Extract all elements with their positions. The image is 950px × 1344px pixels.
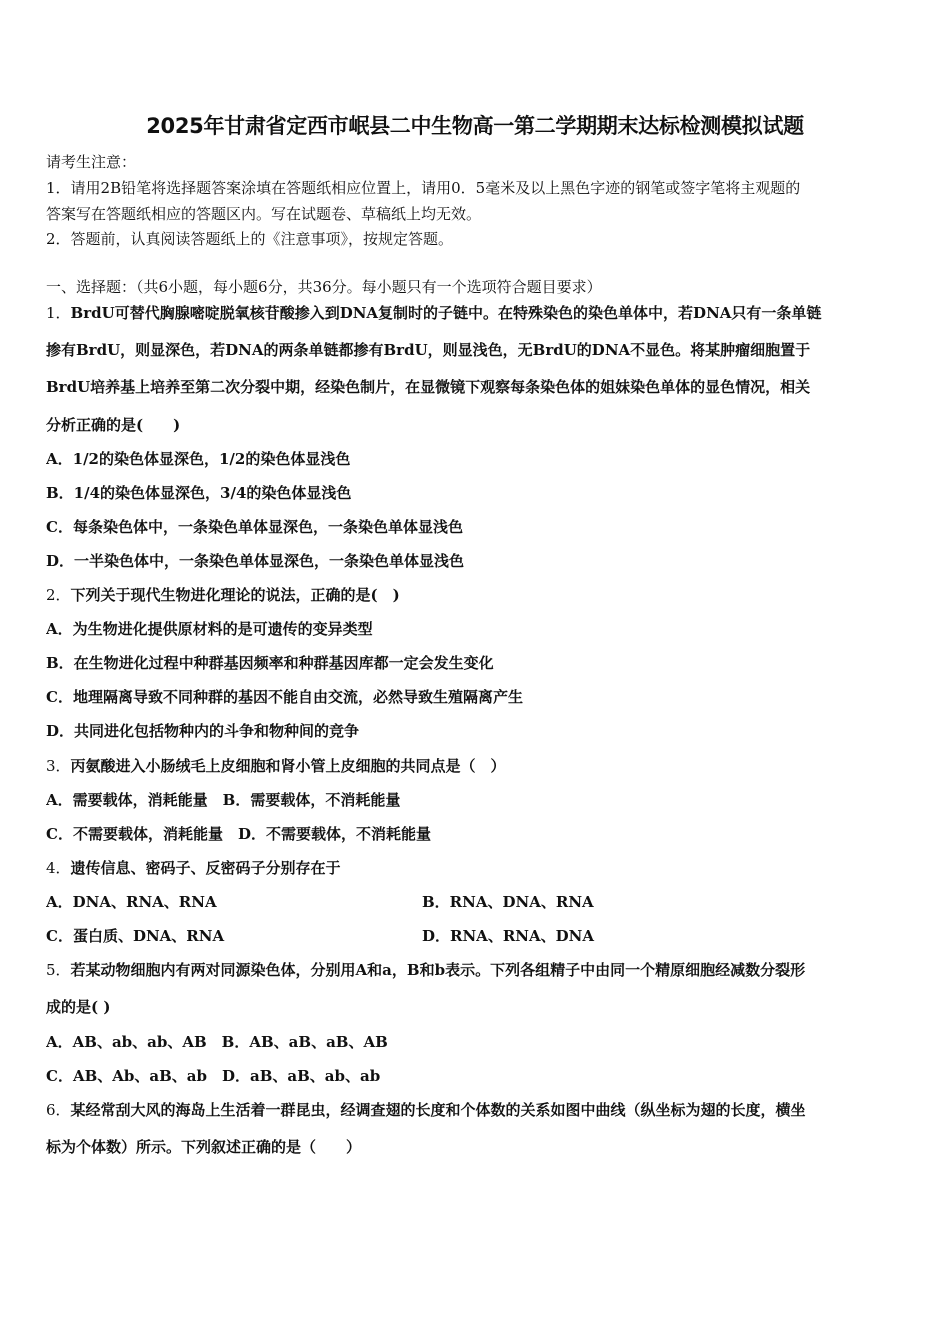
question-5-options-ab: A．AB、ab、ab、AB B．AB、aB、aB、AB bbox=[46, 1033, 388, 1051]
question-6-line-2: 标为个体数）所示。下列叙述正确的是（ ） bbox=[46, 1138, 362, 1156]
section-heading: 一、选择题：（共6小题，每小题6分，共36分。每小题只有一个选项符合题目要求） bbox=[46, 278, 602, 296]
question-4-options-cd bbox=[46, 925, 908, 946]
question-4-stem: 4．遗传信息、密码子、反密码子分别存在于 bbox=[46, 859, 341, 877]
question-2-option-c: C．地理隔离导致不同种群的基因不能自由交流，必然导致生殖隔离产生 bbox=[46, 688, 523, 706]
question-4-options-ab bbox=[46, 891, 908, 912]
question-4-number: 4． bbox=[46, 859, 71, 877]
notice-item-1-line-1: 1．请用2B铅笔将选择题答案涂填在答题纸相应位置上，请用0．5毫米及以上黑色字迹的钢笔或签字笔将主观题的 bbox=[46, 179, 801, 197]
question-1-line-4: 分析正确的是( ) bbox=[46, 416, 181, 434]
question-1-line-2: 掺有BrdU，则显深色，若DNA的两条单链都掺有BrdU，则显浅色，无BrdU的DNA不显色。将某肿瘤细胞置于 bbox=[46, 341, 811, 359]
question-2-number: 2． bbox=[46, 586, 71, 604]
question-1-line-3: BrdU培养基上培养至第二次分裂中期，经染色制片，在显微镜下观察每条染色体的姐妹染色单体的显色情况，相关 bbox=[46, 378, 811, 396]
question-5-number: 5． bbox=[46, 961, 71, 979]
question-4-option-b: B．RNA、DNA、RNA bbox=[422, 893, 594, 911]
question-2-stem: 2．下列关于现代生物进化理论的说法，正确的是( ) bbox=[46, 586, 400, 604]
question-5-options-cd: C．AB、Ab、aB、ab D．aB、aB、ab、ab bbox=[46, 1067, 381, 1085]
question-4-option-c: C．蛋白质、DNA、RNA bbox=[46, 927, 225, 945]
question-3-number: 3． bbox=[46, 757, 71, 775]
question-2-option-b: B．在生物进化过程中种群基因频率和种群基因库都一定会发生变化 bbox=[46, 654, 494, 672]
question-3-stem: 3．丙氨酸进入小肠绒毛上皮细胞和肾小管上皮细胞的共同点是（ ） bbox=[46, 757, 506, 775]
question-1-option-d: D．一半染色体中，一条染色单体显深色，一条染色单体显浅色 bbox=[46, 552, 465, 570]
question-1-option-a: A．1/2的染色体显深色，1/2的染色体显浅色 bbox=[46, 450, 351, 468]
question-1-line-1: 1．BrdU可替代胸腺嘧啶脱氧核苷酸掺入到DNA复制时的子链中。在特殊染色的染色单体中，若DNA只有一条单链 bbox=[46, 304, 822, 322]
question-2-option-a: A．为生物进化提供原材料的是可遗传的变异类型 bbox=[46, 620, 373, 638]
question-5-line-2: 成的是( ) bbox=[46, 998, 111, 1016]
question-1-option-b: B．1/4的染色体显深色，3/4的染色体显浅色 bbox=[46, 484, 352, 502]
question-2-option-d: D．共同进化包括物种内的斗争和物种间的竞争 bbox=[46, 722, 360, 740]
question-6-number: 6． bbox=[46, 1101, 71, 1119]
question-4-option-a: A．DNA、RNA、RNA bbox=[46, 893, 217, 911]
notice-item-1-line-2: 答案写在答题纸相应的答题区内。写在试题卷、草稿纸上均无效。 bbox=[46, 205, 482, 223]
notice-item-2: 2．答题前，认真阅读答题纸上的《注意事项》，按规定答题。 bbox=[46, 230, 454, 248]
question-6-line-1: 6．某经常刮大风的海岛上生活着一群昆虫，经调查翅的长度和个体数的关系如图中曲线（纵坐标为翅的长度，横坐 bbox=[46, 1101, 806, 1119]
question-3-options-cd: C．不需要载体，消耗能量 D．不需要载体，不消耗能量 bbox=[46, 825, 431, 843]
question-3-options-ab: A．需要载体，消耗能量 B．需要载体，不消耗能量 bbox=[46, 791, 401, 809]
question-5-line-1: 5．若某动物细胞内有两对同源染色体，分别用A和a，B和b表示。下列各组精子中由同一个精原细胞经减数分裂形 bbox=[46, 961, 806, 979]
notice-heading: 请考生注意： bbox=[46, 153, 137, 171]
question-1-option-c: C．每条染色体中，一条染色单体显深色，一条染色单体显浅色 bbox=[46, 518, 463, 536]
question-4-option-d: D．RNA、RNA、DNA bbox=[422, 927, 594, 945]
question-1-number: 1． bbox=[46, 304, 71, 322]
page-title: 2025年甘肃省定西市岷县二中生物高一第二学期期末达标检测模拟试题 bbox=[146, 114, 804, 138]
